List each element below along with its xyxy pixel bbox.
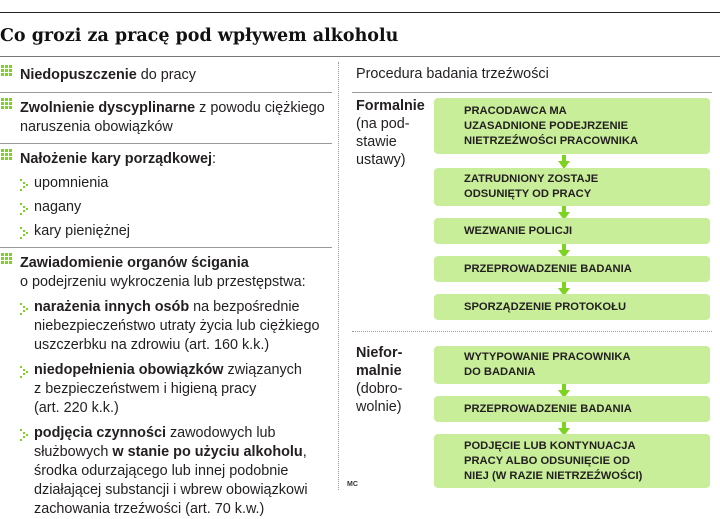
offence-text: na bezpośrednie xyxy=(189,299,300,315)
title-rule xyxy=(0,56,720,57)
penalty-item xyxy=(20,174,332,193)
offence-text: służbowych xyxy=(34,444,113,460)
step-text: PODJĘCIE LUB KONTYNUACJA xyxy=(464,439,636,452)
consequence-text: z powodu ciężkiego xyxy=(195,100,325,116)
formal-note: stawie xyxy=(356,134,397,150)
step-text: PRZEPROWADZENIE BADANIA xyxy=(464,262,632,275)
step-text: WEZWANIE POLICJI xyxy=(464,224,573,237)
offence-text: środka odurzającego lub innej podobnie xyxy=(34,463,289,479)
step-text: PRACY ALBO ODSUNIĘCIE OD xyxy=(464,454,630,467)
offence-emphasis: w stanie po użyciu alkoholu xyxy=(112,444,303,460)
formal-step-box xyxy=(434,294,710,320)
credit: MC xyxy=(347,481,358,488)
informal-title: malnie xyxy=(356,363,402,379)
penalty-item xyxy=(20,198,332,217)
formal-note: (na pod- xyxy=(356,116,410,132)
formal-step-box xyxy=(434,168,710,206)
down-arrow-icon xyxy=(558,155,570,169)
arrow-bullet-icon xyxy=(20,178,30,190)
offence-text: zawodowych lub xyxy=(165,425,276,441)
arrow-bullet-icon xyxy=(20,365,30,377)
arrow-bullet-icon xyxy=(20,302,30,314)
offence-text: , xyxy=(302,444,307,460)
arrow-bullet-icon xyxy=(20,226,30,238)
column-divider xyxy=(338,62,339,490)
procedure-rule xyxy=(352,92,712,93)
informal-step-box xyxy=(434,346,710,384)
formal-title: Formalnie xyxy=(356,98,425,114)
offence-text: niebezpieczeństwo utraty życia lub ciężkiego xyxy=(34,318,320,334)
consequences-column xyxy=(0,60,332,519)
grid-bullet-icon xyxy=(1,98,12,109)
step-text: NIEJ (W RAZIE NIETRZEŹWOŚCI) xyxy=(464,469,643,482)
consequence-title: Zawiadomienie organów ścigania xyxy=(20,255,249,271)
formal-step-box xyxy=(434,98,710,154)
arrow-bullet-icon xyxy=(20,428,30,440)
consequence-item xyxy=(0,247,332,519)
penalty-text: upomnienia xyxy=(34,175,109,191)
step-text: NIETRZEŹWOŚCI PRACOWNIKA xyxy=(464,134,639,147)
penalty-item xyxy=(20,222,332,241)
informal-note: wolnie) xyxy=(356,399,402,415)
offence-text: uszczerbku na zdrowiu (art. 160 k.k.) xyxy=(34,337,270,353)
grid-bullet-icon xyxy=(1,65,12,76)
procedure-heading: Procedura badania trzeźwości xyxy=(356,66,549,82)
consequence-item xyxy=(0,60,332,92)
informal-label xyxy=(356,344,402,416)
offence-item xyxy=(20,424,332,519)
consequence-text: o podejrzeniu wykroczenia lub przestępstwa: xyxy=(20,274,306,290)
penalty-text: kary pieniężnej xyxy=(34,223,130,239)
top-rule xyxy=(0,12,720,13)
offence-text: związanych xyxy=(223,362,302,378)
informal-title: Niefor- xyxy=(356,345,403,361)
offence-text: z bezpieczeństwem i higieną pracy xyxy=(34,381,257,397)
offence-title: narażenia innych osób xyxy=(34,299,190,315)
arrow-bullet-icon xyxy=(20,202,30,214)
consequence-title: Zwolnienie dyscyplinarne xyxy=(20,100,196,116)
colon: : xyxy=(211,151,216,167)
consequence-text: do pracy xyxy=(136,67,196,83)
informal-step-box xyxy=(434,434,710,488)
consequence-item xyxy=(0,92,332,143)
offence-text: działającej substancji i wbrew obowiązkowi xyxy=(34,482,308,498)
step-text: SPORZĄDZENIE PROTOKOŁU xyxy=(464,300,627,313)
step-text: WYTYPOWANIE PRACOWNIKA xyxy=(464,351,631,363)
step-text: ODSUNIĘTY OD PRACY xyxy=(464,188,592,200)
offence-text: zachowania trzeźwości (art. 70 k.w.) xyxy=(34,501,265,517)
informal-step-box xyxy=(434,396,710,422)
consequence-item xyxy=(0,143,332,247)
section-divider xyxy=(352,331,712,332)
step-text: ZATRUDNIONY ZOSTAJE xyxy=(464,173,599,185)
offence-title: niedopełnienia obowiązków xyxy=(34,362,224,378)
offence-title: podjęcia czynności xyxy=(34,425,166,441)
consequence-title: Nałożenie kary porządkowej xyxy=(20,151,212,167)
grid-bullet-icon xyxy=(1,149,12,160)
formal-step-box xyxy=(434,256,710,282)
offence-item xyxy=(20,361,332,418)
formal-step-box xyxy=(434,218,710,244)
grid-bullet-icon xyxy=(1,253,12,264)
step-text: DO BADANIA xyxy=(464,366,536,378)
page-title: Co grozi za pracę pod wpływem alkoholu xyxy=(0,26,399,46)
step-text: PRACODAWCA MA xyxy=(464,104,567,117)
consequence-text: naruszenia obowiązków xyxy=(20,119,173,135)
step-text: PRZEPROWADZENIE BADANIA xyxy=(464,402,632,415)
formal-label xyxy=(356,97,425,169)
formal-note: ustawy) xyxy=(356,152,406,168)
consequence-title: Niedopuszczenie xyxy=(20,67,137,83)
step-text: UZASADNIONE PODEJRZENIE xyxy=(464,119,629,132)
informal-note: (dobro- xyxy=(356,381,403,397)
offence-item xyxy=(20,298,332,355)
offence-text: (art. 220 k.k.) xyxy=(34,400,119,416)
penalty-text: nagany xyxy=(34,199,82,215)
